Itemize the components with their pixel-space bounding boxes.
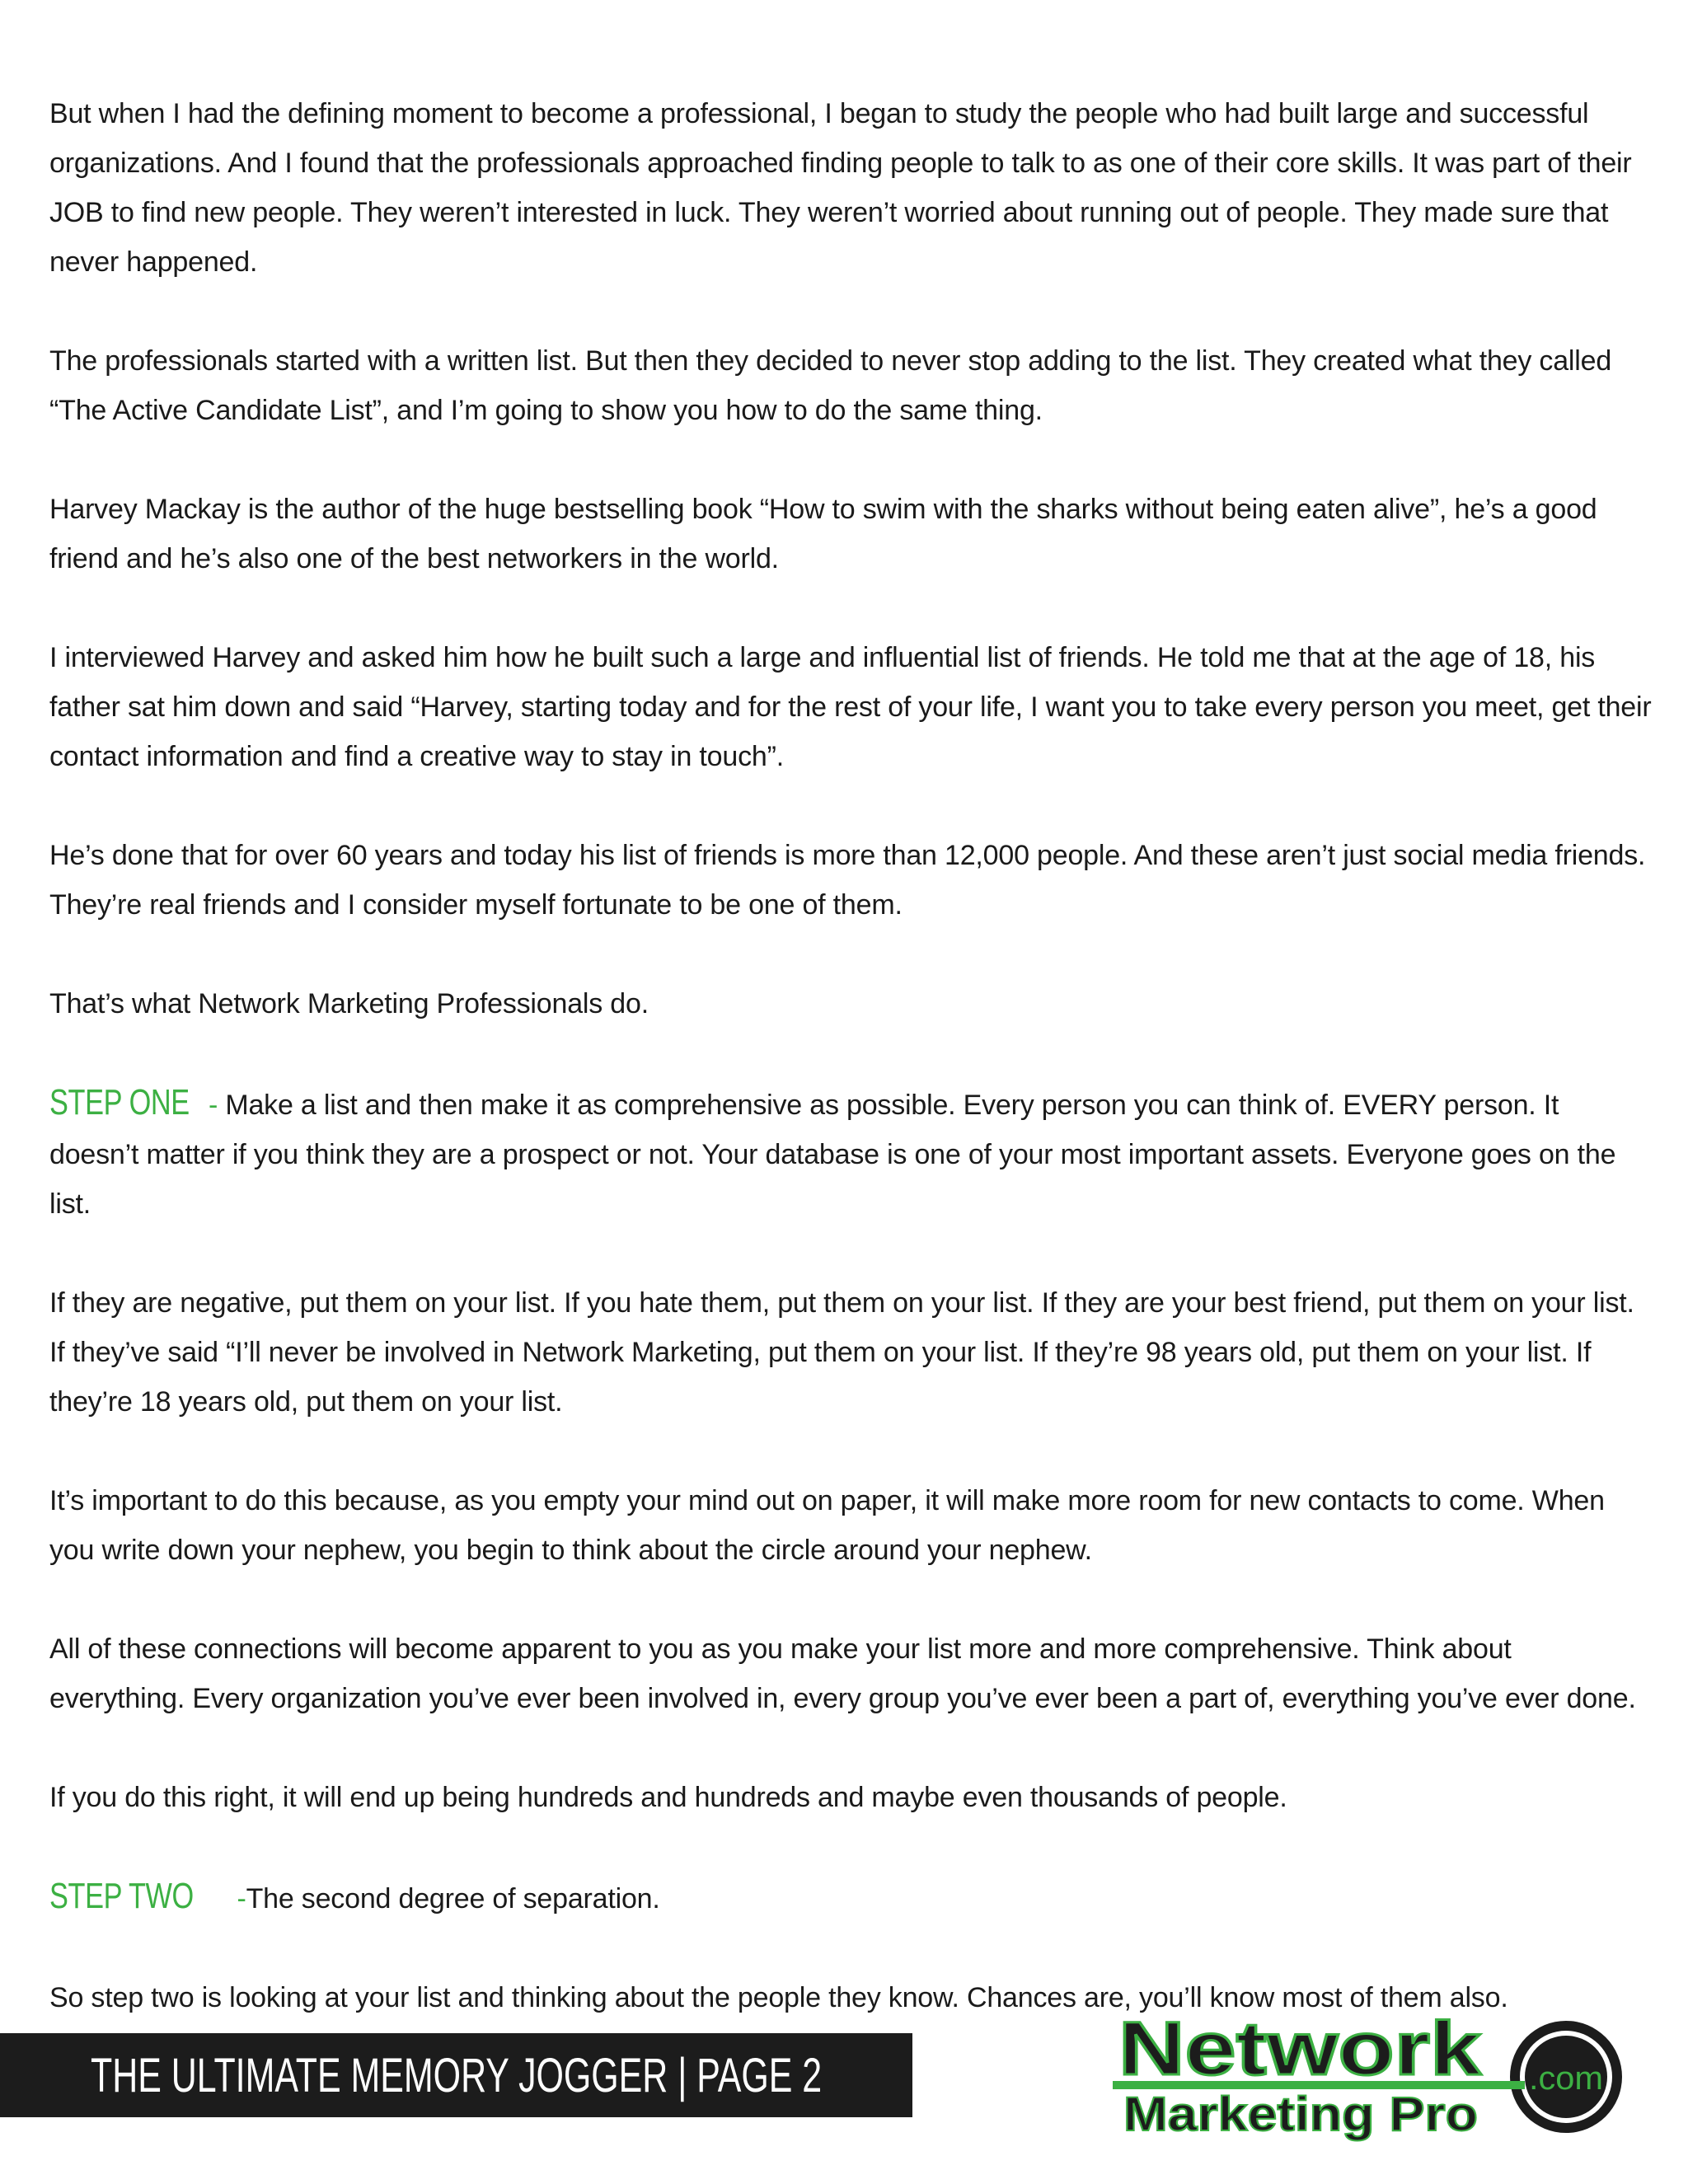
document-body [49,89,1653,2072]
step-two-label: STEP TWO [49,1876,194,1916]
paragraph: That’s what Network Marketing Professionals do. [49,988,649,1019]
footer-title: THE ULTIMATE MEMORY JOGGER | PAGE 2 [91,2048,823,2102]
step-one-text: Make a list and then make it as comprehensive as possible. Every person you can think of. EVERY person. It doesn’t matter if you think they are a prospect or not. Your database is one of your most important assets. Everyone goes on the list. [49,1090,1616,1220]
step-one-label: STEP ONE [49,1082,190,1122]
paragraph: The professionals started with a written list. But then they decided to never stop adding to the list. They created what they called “The Active Candidate List”, and I’m going to show you how to do the same thing. [49,345,1612,426]
paragraph: He’s done that for over 60 years and today his list of friends is more than 12,000 people. And these aren’t just social media friends. They’re real friends and I consider myself fortunate to be one of them. [49,840,1646,921]
paragraph: So step two is looking at your list and thinking about the people they know. Chances are, you’ll know most of them also. [49,1982,1508,2013]
paragraph: If they are negative, put them on your list. If you hate them, put them on your list. If they are your best friend, put them on your list. If they’ve said “I’ll never be involved in Network Marketing, put them on your list. If they’re 98 years old, put them on your list. If they’re 18 years old, put them on your list. [49,1287,1634,1418]
logo-network-text: Network [1118,2007,1483,2091]
logo-dotcom-text: .com [1529,2060,1603,2097]
paragraph: If you do this right, it will end up being hundreds and hundreds and maybe even thousands of people. [49,1782,1287,1813]
paragraph: All of these connections will become apparent to you as you make your list more and more comprehensive. Think about everything. Every organization you’ve ever been involved in, every group you’ve ever been a part of, everything you’ve ever done. [49,1633,1636,1714]
step-two-text: The second degree of separation. [246,1883,660,1915]
paragraph: But when I had the defining moment to become a professional, I began to study the people who had built large and successful organizations. And I found that the professionals approached finding people to talk to as one of their core skills. It was part of their JOB to find new people. They weren’t interested in luck. They weren’t worried about running out of people. They made sure that never happened. [49,98,1632,278]
step-two-paragraph [49,1872,1653,1924]
step-one-separator: - [208,1090,218,1121]
network-marketing-pro-logo [1109,2007,1644,2147]
logo-marketing-pro-text: Marketing Pro [1123,2088,1478,2141]
paragraph: I interviewed Harvey and asked him how he built such a large and influential list of friends. He told me that at the age of 18, his father sat him down and said “Harvey, starting today and for the rest of your life, I want you to take every person you meet, get their contact information and find a creative way to stay in touch”. [49,642,1652,772]
paragraph: Harvey Mackay is the author of the huge bestselling book “How to swim with the sharks without being eaten alive”, he’s a good friend and he’s also one of the best networkers in the world. [49,494,1597,574]
step-one-paragraph [49,1078,1653,1229]
step-two-separator: - [237,1883,246,1915]
footer-bar [0,2033,912,2117]
paragraph: It’s important to do this because, as you empty your mind out on paper, it will make more room for new contacts to come. When you write down your nephew, you begin to think about the circle around your nephew. [49,1485,1605,1566]
